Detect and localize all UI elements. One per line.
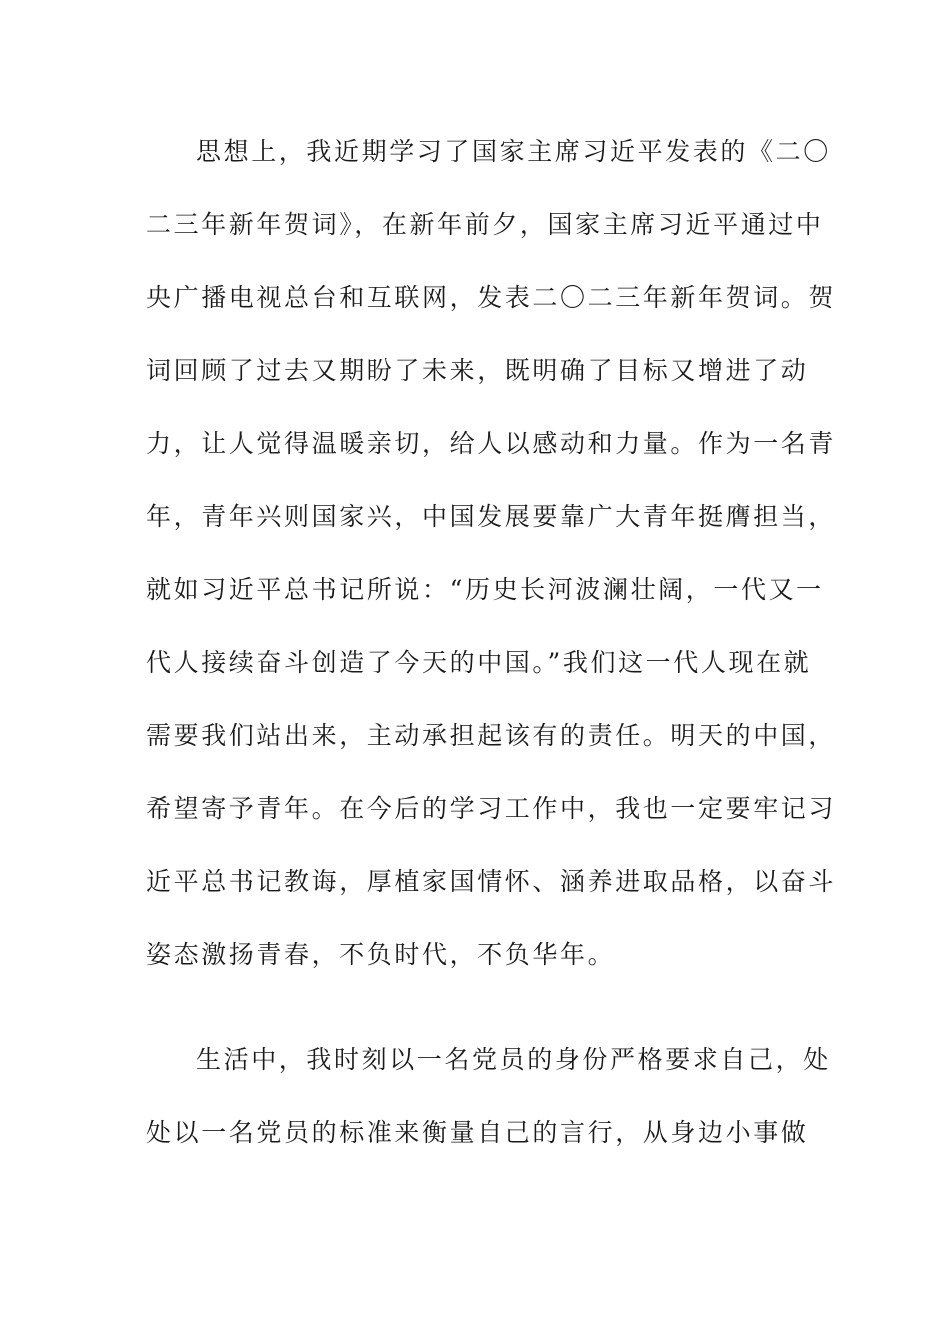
text-line: 就如习近平总书记所说：“历史长河波澜壮阔，一代又一 (146, 575, 824, 604)
text-line: 希望寄予青年。在今后的学习工作中，我也一定要牢记习 (146, 794, 837, 823)
text-line: 二三年新年贺词》，在新年前夕，国家主席习近平通过中 (146, 210, 824, 239)
text-line: 处以一名党员的标准来衡量自己的言行，从身边小事做 (146, 1118, 809, 1147)
text-line: 生活中，我时刻以一名党员的身份严格要求自己，处 (196, 1045, 831, 1074)
text-line: 近平总书记教诲，厚植家国情怀、涵养进取品格，以奋斗 (146, 867, 837, 896)
text-line: 需要我们站出来，主动承担起该有的责任。明天的中国， (146, 721, 837, 750)
text-line: 姿态激扬青春，不负时代，不负华年。 (146, 940, 616, 969)
text-line: 词回顾了过去又期盼了未来，既明确了目标又增进了动 (146, 356, 809, 385)
text-line: 思想上，我近期学习了国家主席习近平发表的《二〇 (196, 137, 831, 166)
text-line: 年，青年兴则国家兴，中国发展要靠广大青年挺膺担当， (146, 502, 837, 531)
text-line: 代人接续奋斗创造了今天的中国。”我们这一代人现在就 (146, 648, 812, 677)
text-line: 力，让人觉得温暖亲切，给人以感动和力量。作为一名青 (146, 429, 837, 458)
text-line: 央广播电视总台和互联网，发表二〇二三年新年贺词。贺 (146, 283, 837, 312)
